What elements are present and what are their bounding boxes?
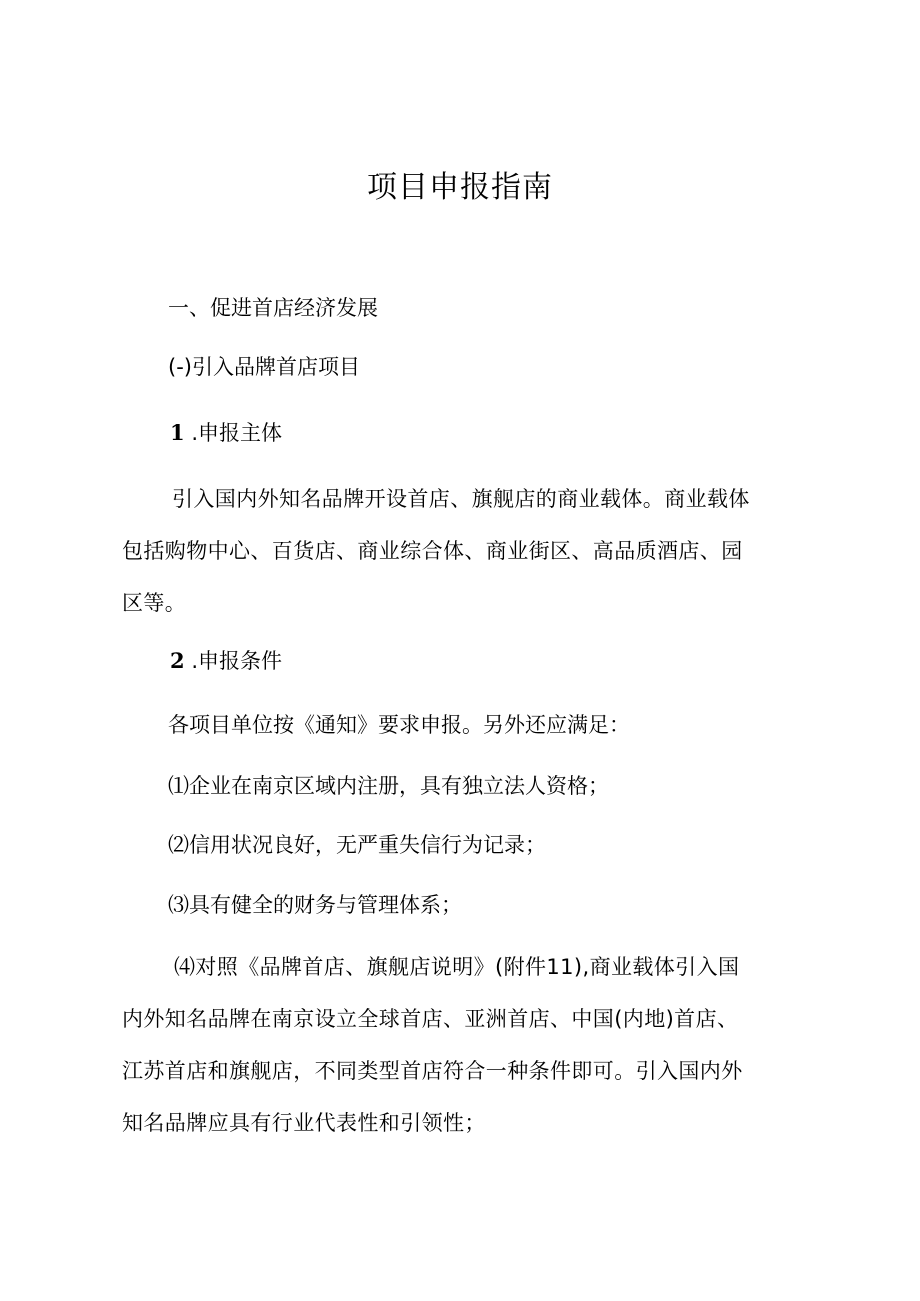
section-heading: 一、促进首店经济发展 xyxy=(168,296,378,320)
item-number: 2 xyxy=(170,648,185,673)
page-title: 项目申报指南 xyxy=(367,170,553,205)
paragraph-line: 引入国内外知名品牌开设首店、旗舰店的商业载体。商业载体 xyxy=(172,487,750,511)
paragraph-line: 江苏首店和旗舰店，不同类型首店符合一种条件即可。引入国内外 xyxy=(122,1059,743,1083)
item-heading-1 xyxy=(170,418,282,448)
item-number: 1 xyxy=(170,420,185,445)
paragraph-requirements: 各项目单位按《通知》要求申报。另外还应满足： xyxy=(168,713,630,737)
item-label: .申报条件 xyxy=(191,649,282,673)
condition-2: ⑵信用状况良好，无严重失信行为记录； xyxy=(168,833,546,857)
subsection-heading: (-)引入品牌首店项目 xyxy=(168,355,360,379)
condition-3: ⑶具有健全的财务与管理体系； xyxy=(168,893,462,917)
paragraph-line: 包括购物中心、百货店、商业综合体、商业街区、高品质酒店、园 xyxy=(122,539,743,563)
item-heading-2 xyxy=(170,646,282,676)
paragraph-line: 区等。 xyxy=(122,591,187,615)
paragraph-line: 内外知名品牌在南京设立全球首店、亚洲首店、中国(内地)首店、 xyxy=(122,1007,739,1031)
paragraph-line: 知名品牌应具有行业代表性和引领性； xyxy=(122,1111,486,1135)
condition-4 xyxy=(122,941,812,1149)
condition-1: ⑴企业在南京区域内注册，具有独立法人资格； xyxy=(168,774,609,798)
paragraph-line: ⑷对照《品牌首店、旗舰店说明》(附件11),商业载体引入国 xyxy=(174,955,740,979)
paragraph-applicant xyxy=(122,473,812,629)
item-label: .申报主体 xyxy=(191,421,282,445)
